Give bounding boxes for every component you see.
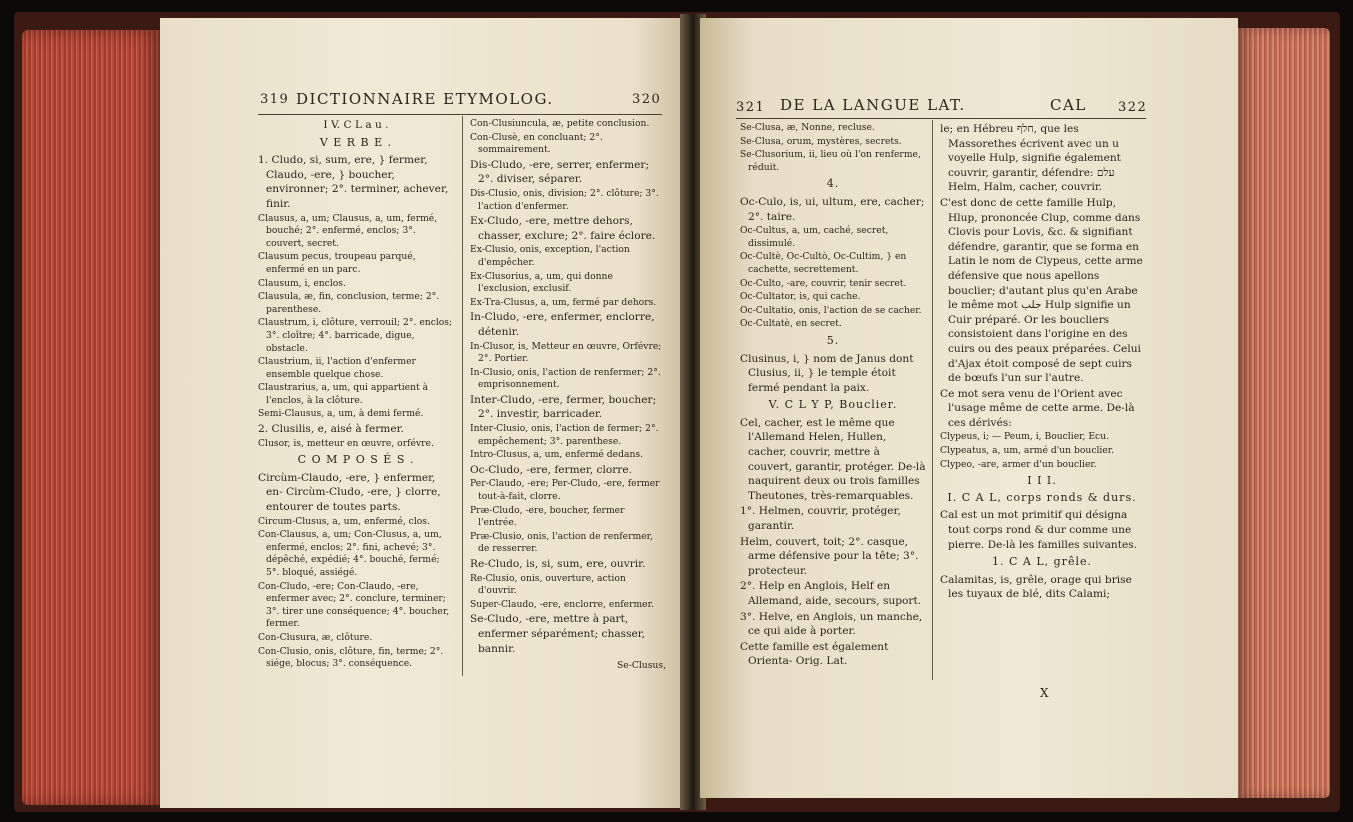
section-heading: I V. C L a u . [323, 119, 389, 131]
entry: Clausula, æ, fin, conclusion, terme; 2°. parenthese. [258, 291, 440, 315]
entry: Circùm-Claudo, -ere, } enfermer, en- Circùm-Cludo, -ere, } clorre, entourer de toutes parts. [258, 471, 441, 514]
entry: Oc-Cultator, is, qui cache. [740, 291, 861, 303]
subheading: I. C A L, corps ronds & durs. [947, 490, 1137, 504]
right-page-number-b: 322 [1118, 100, 1148, 115]
left-column-1 [258, 118, 454, 672]
left-page-edges [22, 30, 162, 805]
entry: Oc-Cludo, -ere, fermer, clorre. [470, 463, 632, 476]
entry: In-Clusor, is, Metteur en œuvre, Orfévre; 2°. Portier. [470, 340, 662, 365]
right-header-rule [736, 118, 1146, 119]
left-header-rule [258, 114, 662, 115]
entry: Clausum pecus, troupeau parqué, enfermé en un parc. [258, 251, 416, 275]
subheading: 4. [826, 177, 840, 191]
entry: Clypeo, -are, armer d'un bouclier. [940, 458, 1097, 470]
entry: 1°. Helmen, couvrir, protéger, garantir. [740, 505, 901, 533]
left-column-rule [462, 116, 463, 676]
entry: Oc-Cultatio, onis, l'action de se cacher. [740, 304, 922, 316]
entry: Claustrarius, a, um, qui appartient à l'enclos, à la clôture. [258, 382, 429, 406]
subheading: I I I. [1027, 474, 1057, 488]
entry: Per-Claudo, -ere; Per-Cludo, -ere, fermer tout-à-fait, clorre. [470, 478, 660, 503]
subheading: 1. C A L, grêle. [992, 555, 1092, 569]
subheading: 5. [826, 333, 840, 347]
entry: Se-Clusa, æ, Nonne, recluse. [740, 122, 875, 133]
entry: Cal est un mot primitif qui désigna tout corps rond & dur comme une pierre. De-là les familles suivantes. [940, 509, 1138, 551]
entry: Re-Cludo, is, si, sum, ere, ouvrir. [470, 558, 646, 570]
right-column-rule [932, 120, 933, 680]
entry: Oc-Culo, is, ui, ultum, ere, cacher; 2°. taire. [740, 195, 925, 223]
entry: Clypeatus, a, um, armé d'un bouclier. [940, 445, 1115, 457]
entry: Claustrium, ii, l'action d'enfermer ensemble quelque chose. [258, 356, 416, 380]
entry: Circum-Clusus, a, um, enfermé, clos. [258, 515, 430, 527]
entry: Con-Clausus, a, um; Con-Clusus, a, um, enfermé, enclos; 2°. fini, achevé; 3°. dépêché, expédié; 4°. bouché, fermé; 5°. bloqué, assiégé. [258, 529, 442, 578]
entry: Oc-Culto, -are, couvrir, tenir secret. [740, 277, 907, 289]
entry: Dis-Cludo, -ere, serrer, enfermer; 2°. diviser, séparer. [470, 158, 650, 186]
entry: Ce mot sera venu de l'Orient avec l'usage même de cette arme. De-là ces dérivés: [940, 387, 1135, 429]
entry: Se-Clusa, orum, mystères, secrets. [740, 135, 902, 147]
entry: Clausus, a, um; Clausus, a, um, fermé, bouché; 2°. enfermé, enclos; 3°. couvert, secret. [258, 212, 438, 249]
right-page-edges [1235, 28, 1330, 798]
right-page-number-a: 321 [736, 100, 766, 115]
entry: Se-Clusorium, ii, lieu où l'on renferme, réduit. [740, 149, 921, 173]
entry: Con-Clusura, æ, clôture. [258, 631, 373, 643]
entry: Oc-Cultatè, en secret. [740, 318, 842, 330]
entry: Præ-Clusio, onis, l'action de renfermer, de resserrer. [470, 530, 653, 555]
entry: 2°. Help en Anglois, Helf en Allemand, aide, secours, suport. [740, 580, 922, 607]
entry: Clypeus, i; — Peum, i, Bouclier, Ecu. [940, 431, 1110, 443]
right-column-1 [740, 122, 926, 670]
entry: Re-Clusio, onis, ouverture, action d'ouvrir. [470, 572, 626, 597]
entry: Dis-Clusio, onis, division; 2°. clôture; 3°. l'action d'enfermer. [470, 187, 659, 212]
entry: Con-Clusè, en concluant; 2°. sommairement. [470, 131, 603, 156]
right-page [700, 18, 1238, 798]
entry: Oc-Cultè, Oc-Cultò, Oc-Cultim, } en cachette, secrettement. [740, 251, 907, 275]
entry: Super-Claudo, -ere, enclorre, enfermer. [470, 598, 654, 610]
right-running-header: DE LA LANGUE LAT. [780, 96, 966, 114]
entry: Semi-Clausus, a, um, à demi fermé. [258, 408, 424, 420]
entry: C'est donc de cette famille Hulp, Hlup, prononcée Clup, comme dans Clovis pour Lovis, &c. & signifiant défendre, garantir, que se forma en Latin le nom de Clypeus, cette arme défensive que nous apellons bouclier; d'autant plus qu'en Arabe le même mot جلب Hulp signifie un Cuir préparé. Or les boucliers consistoient dans l'origine en des cuirs ou des peaux préparées. Celui d'Ajax étoit composé de sept cuirs de bœufs l'un sur l'autre. [940, 196, 1143, 385]
entry: 1. Cludo, si, sum, ere, } fermer, Claudo, -ere, } boucher, environner; 2°. terminer, achever, finir. [258, 154, 449, 210]
left-page [160, 18, 685, 808]
entry: Cette famille est également Orienta- Orig. Lat. [740, 640, 889, 668]
entry: Con-Clusiuncula, æ, petite conclusion. [470, 118, 650, 129]
left-page-number-b: 320 [632, 92, 662, 107]
entry: Inter-Cludo, -ere, fermer, boucher; 2°. investir, barricader. [470, 393, 657, 421]
entry: Helm, couvert, toit; 2°. casque, arme défensive pour la tête; 3°. protecteur. [740, 535, 919, 577]
catchword: Se-Clusus, [617, 660, 666, 672]
entry: Oc-Cultus, a, um, caché, secret, dissimulé. [740, 225, 889, 249]
entry: 3°. Helve, en Anglois, un manche, ce qui aide à porter. [740, 610, 923, 638]
entry: Ex-Tra-Clusus, a, um, fermé par dehors. [470, 296, 657, 308]
entry: Calamitas, is, grêle, orage qui brise les tuyaux de blé, dits Calami; [940, 573, 1132, 601]
right-column-2 [940, 122, 1144, 603]
entry: le; en Hébreu חלף, que les Massorethes écrivent avec un u voyelle Hulp, signifie également couvrir, garantir, défendre: עלם Helm, Halm, cacher, couvrir. [940, 123, 1121, 194]
entry: Præ-Cludo, -ere, boucher, fermer l'entrée. [470, 504, 625, 529]
entry: Con-Clusio, onis, clôture, fin, terme; 2°. siége, blocus; 3°. conséquence. [258, 645, 444, 670]
signature-mark: X [1040, 686, 1049, 700]
entry: Clausum, i, enclos. [258, 277, 346, 289]
left-column-2 [470, 118, 666, 674]
right-header-section: CAL [1050, 96, 1087, 114]
entry: Intro-Clusus, a, um, enfermé dedans. [470, 449, 644, 461]
entry: Cel, cacher, est le même que l'Allemand Helen, Hullen, cacher, couvrir, mettre à couvert, garantir, protéger. De-là naquirent deux ou trois familles Theutones, très-remarquables. [740, 416, 926, 502]
entry: Se-Cludo, -ere, mettre à part, enfermer séparément; chasser, bannir. [470, 613, 646, 655]
subheading: V. C L Y P, Bouclier. [768, 398, 898, 412]
entry: Clusor, is, metteur en œuvre, orfévre. [258, 437, 434, 449]
subheading: V E R B E . [319, 135, 393, 149]
entry: 2. Clusilis, e, aisé à fermer. [258, 423, 404, 436]
subheading: C O M P O S É S . [297, 453, 415, 467]
left-running-header: DICTIONNAIRE ETYMOLOG. [296, 90, 554, 108]
entry: In-Cludo, -ere, enfermer, enclorre, détenir. [470, 311, 655, 338]
left-page-number-a: 319 [260, 92, 290, 107]
entry: Clusinus, i, } nom de Janus dont Clusius, ii, } le temple étoit fermé pendant la paix. [740, 352, 914, 394]
entry: Con-Cludo, -ere; Con-Claudo, -ere, enfermer avec; 2°. conclure, terminer; 3°. tirer une conséquence; 4°. boucher, fermer. [258, 580, 450, 630]
entry: Ex-Cludo, -ere, mettre dehors, chasser, exclure; 2°. faire éclore. [470, 215, 656, 242]
entry: Inter-Clusio, onis, l'action de fermer; 2°. empêchement; 3°. parenthese. [470, 423, 659, 447]
entry: Claustrum, i, clôture, verrouil; 2°. enclos; 3°. cloître; 4°. barricade, digue, obstacle. [258, 317, 453, 354]
entry: Ex-Clusorius, a, um, qui donne l'exclusion, exclusif. [470, 270, 613, 295]
entry: Ex-Clusio, onis, exception, l'action d'empêcher. [470, 244, 630, 268]
entry: In-Clusio, onis, l'action de renfermer; 2°. emprisonnement. [470, 366, 661, 391]
